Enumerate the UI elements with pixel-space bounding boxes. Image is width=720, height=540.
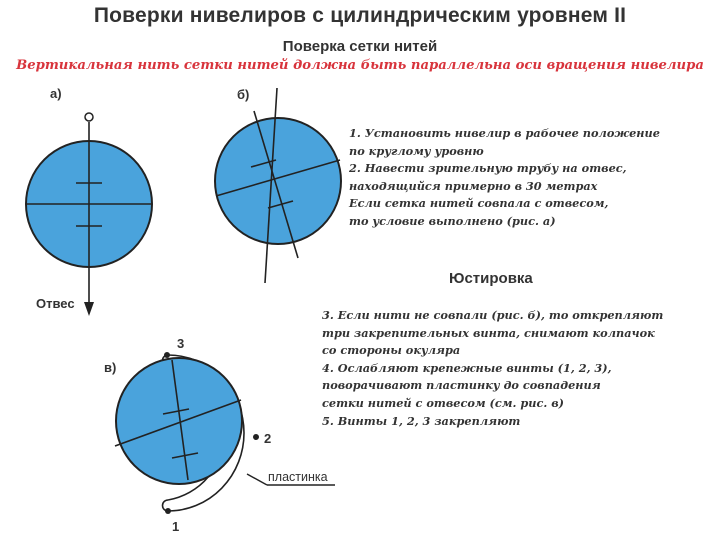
- adjust-step-line: 3. Если нити не совпали (рис. б), то открепляют: [322, 308, 664, 322]
- telescope-view-disc-b: [215, 118, 341, 244]
- plumb-top-ring: [85, 113, 93, 121]
- telescope-view-disc-v: [116, 358, 242, 484]
- adjust-step-line: поворачивают пластинку до совпадения: [322, 378, 601, 393]
- plate-leader-line: [247, 474, 267, 485]
- adjust-step-line: со стороны окуляра: [322, 343, 461, 358]
- screw-2-icon: [253, 434, 259, 440]
- adjust-step-line: сетки нитей с отвесом (см. рис. в): [322, 395, 564, 410]
- plate-label: пластинка: [268, 470, 328, 484]
- figure-v-label: в): [104, 360, 117, 375]
- page-title: Поверки нивелиров с цилиндрическим уровнем II: [93, 4, 627, 27]
- page-subtitle: Поверка сетки нитей: [282, 38, 438, 55]
- screw-2-label: 2: [264, 431, 272, 446]
- screw-3-icon: [164, 352, 170, 358]
- figure-b: [215, 88, 341, 283]
- adjustment-heading: Юстировка: [449, 270, 533, 287]
- check-step-line: по круглому уровню: [349, 143, 484, 158]
- check-step-line: Если сетка нитей совпала с отвесом,: [349, 196, 609, 211]
- check-step-line: то условие выполнено (рис. а): [349, 213, 556, 228]
- figure-a-label: а): [50, 86, 62, 101]
- plumb-label: Отвес: [36, 296, 75, 311]
- check-step-line: находящийся примерно в 30 метрах: [349, 178, 598, 193]
- figure-a: [26, 113, 152, 316]
- figure-b-label: б): [237, 87, 250, 102]
- figure-v: [115, 352, 335, 514]
- adjust-step-line: 4. Ослабляют крепежные винты (1, 2, 3),: [322, 360, 612, 375]
- adjust-step-line: три закрепительных винта, снимают колпачок: [322, 325, 655, 340]
- check-step-line: 2. Навести зрительную трубу на отвес,: [349, 161, 627, 176]
- check-steps: [349, 125, 660, 231]
- check-step-line: 1. Установить нивелир в рабочее положение: [349, 126, 660, 140]
- adjust-step-line: 5. Винты 1, 2, 3 закрепляют: [322, 413, 521, 428]
- plumb-arrow-icon: [84, 302, 94, 316]
- screw-3-label: 3: [177, 336, 185, 351]
- screw-1-icon: [165, 508, 171, 514]
- adjustment-steps: [322, 307, 663, 430]
- screw-1-label: 1: [172, 519, 180, 534]
- requirement-text: Вертикальная нить сетки нитей должна быть параллельна оси вращения нивелира: [16, 58, 704, 73]
